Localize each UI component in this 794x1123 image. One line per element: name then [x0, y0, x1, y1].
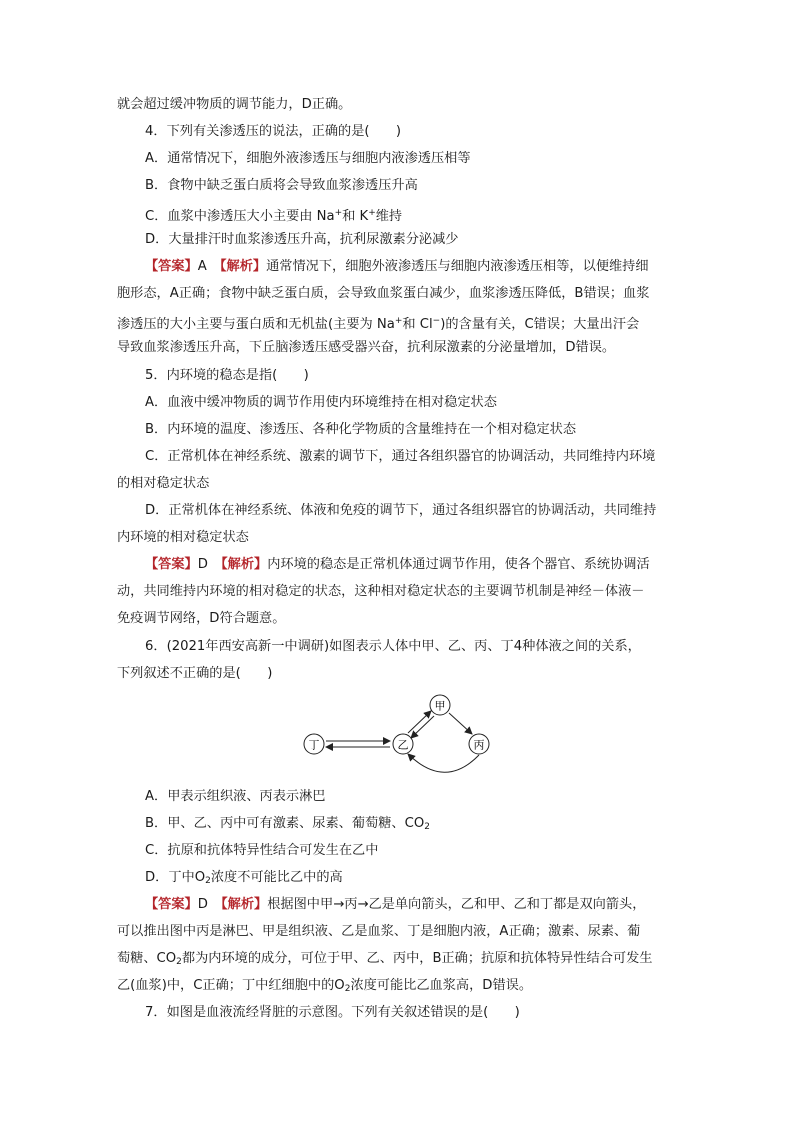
analysis-tag: 【解析】 — [221, 897, 268, 912]
option-a: A．通常情况下，细胞外液渗透压与细胞内液渗透压相等 — [145, 151, 471, 166]
answer-value: D — [197, 897, 208, 912]
answer-line: 【答案】D 【解析】内环境的稳态是正常机体通过调节作用，使各个器官、系统协调活 — [145, 557, 650, 572]
option-c-cont: 的相对稳定状态 — [117, 476, 210, 491]
analysis-text: 可以推出图中丙是淋巴、甲是组织液、乙是血浆、丁是细胞内液，A正确；激素、尿素、葡 — [117, 924, 641, 939]
answer-line: 【答案】D 【解析】根据图中甲→丙→乙是单向箭头，乙和甲、乙和丁都是双向箭头， — [145, 897, 646, 912]
answer-tag: 【答案】 — [145, 897, 198, 912]
node-ding — [304, 734, 324, 754]
answer-line: 【答案】A 【解析】通常情况下，细胞外液渗透压与细胞内液渗透压相等，以便维持细 — [145, 259, 649, 274]
analysis-text: 动，共同维持内环境的相对稳定的状态，这种相对稳定状态的主要调节机制是神经－体液－ — [117, 584, 645, 599]
question-4: 4．下列有关渗透压的说法，正确的是( ) — [145, 124, 402, 139]
question-5: 5．内环境的稳态是指( ) — [145, 368, 309, 383]
text-line: 就会超过缓冲物质的调节能力，D正确。 — [117, 97, 352, 112]
option-d: D．丁中$O_2$浓度不可能比乙中的高 — [145, 870, 343, 886]
arrow-jia-to-bing — [449, 713, 472, 734]
analysis-text: 渗透压的大小主要与蛋白质和无机盐(主要为 Na+和 Cl−)的含量有关，C错误；大量出汗会 — [117, 316, 640, 332]
arrow-bing-to-yi — [408, 754, 479, 772]
answer-value: A — [197, 259, 207, 274]
option-b: B．食物中缺乏蛋白质将会导致血浆渗透压升高 — [145, 178, 418, 193]
svg-text:丁: 丁 — [308, 738, 320, 752]
analysis-text: 胞形态，A正确；食物中缺乏蛋白质，会导致血浆蛋白减少，血浆渗透压降低，B错误；血浆 — [117, 286, 650, 301]
option-b: B．内环境的温度、渗透压、各种化学物质的含量维持在一个相对稳定状态 — [145, 422, 577, 437]
analysis-tag: 【解析】 — [221, 557, 268, 572]
analysis-text: 萄糖、$CO_2$都为内环境的成分，可位于甲、乙、丙中，B正确；抗原和抗体特异性结合可发生 — [117, 951, 653, 967]
option-c: C．正常机体在神经系统、激素的调节下，通过各组织器官的协调活动，共同维持内环境 — [145, 449, 656, 464]
option-d-cont: 内环境的相对稳定状态 — [117, 530, 249, 545]
option-a: A．血液中缓冲物质的调节作用使内环境维持在相对稳定状态 — [145, 395, 497, 410]
node-yi — [393, 734, 413, 754]
option-c: C．血浆中渗透压大小主要由 Na+和 K+维持 — [145, 208, 403, 224]
node-bing — [469, 734, 489, 754]
analysis-tag: 【解析】 — [219, 259, 267, 274]
answer-tag: 【答案】 — [145, 557, 198, 572]
option-a: A．甲表示组织液、丙表示淋巴 — [145, 789, 326, 804]
body-fluid-diagram — [295, 690, 505, 800]
question-7: 7．如图是血液流经肾脏的示意图。下列有关叙述错误的是( ) — [145, 1005, 520, 1020]
svg-text:丙: 丙 — [473, 738, 485, 752]
option-c: C．抗原和抗体特异性结合可发生在乙中 — [145, 843, 379, 858]
node-jia — [430, 695, 450, 715]
option-d: D．大量排汗时血浆渗透压升高，抗利尿激素分泌减少 — [145, 232, 459, 247]
analysis-text: 导致血浆渗透压升高，下丘脑渗透压感受器兴奋，抗利尿激素的分泌量增加，D错误。 — [117, 340, 616, 355]
question-6: 6．(2021年西安高新一中调研)如图表示人体中甲、乙、丙、丁4种体液之间的关系， — [145, 639, 641, 654]
option-b: B．甲、乙、丙中可有激素、尿素、葡萄糖、$CO_2$ — [145, 816, 430, 832]
option-d: D．正常机体在神经系统、体液和免疫的调节下，通过各组织器官的协调活动，共同维持 — [145, 503, 657, 518]
analysis-text: 免疫调节网络，D符合题意。 — [117, 611, 286, 626]
answer-value: D — [197, 557, 208, 572]
svg-text:乙: 乙 — [397, 738, 409, 752]
answer-tag: 【答案】 — [145, 259, 198, 274]
question-6-cont: 下列叙述不正确的是( ) — [117, 666, 273, 681]
svg-text:甲: 甲 — [434, 699, 446, 713]
analysis-text: 乙(血浆)中，C正确；丁中红细胞中的$O_2$浓度可能比乙血浆高，D错误。 — [117, 978, 533, 994]
